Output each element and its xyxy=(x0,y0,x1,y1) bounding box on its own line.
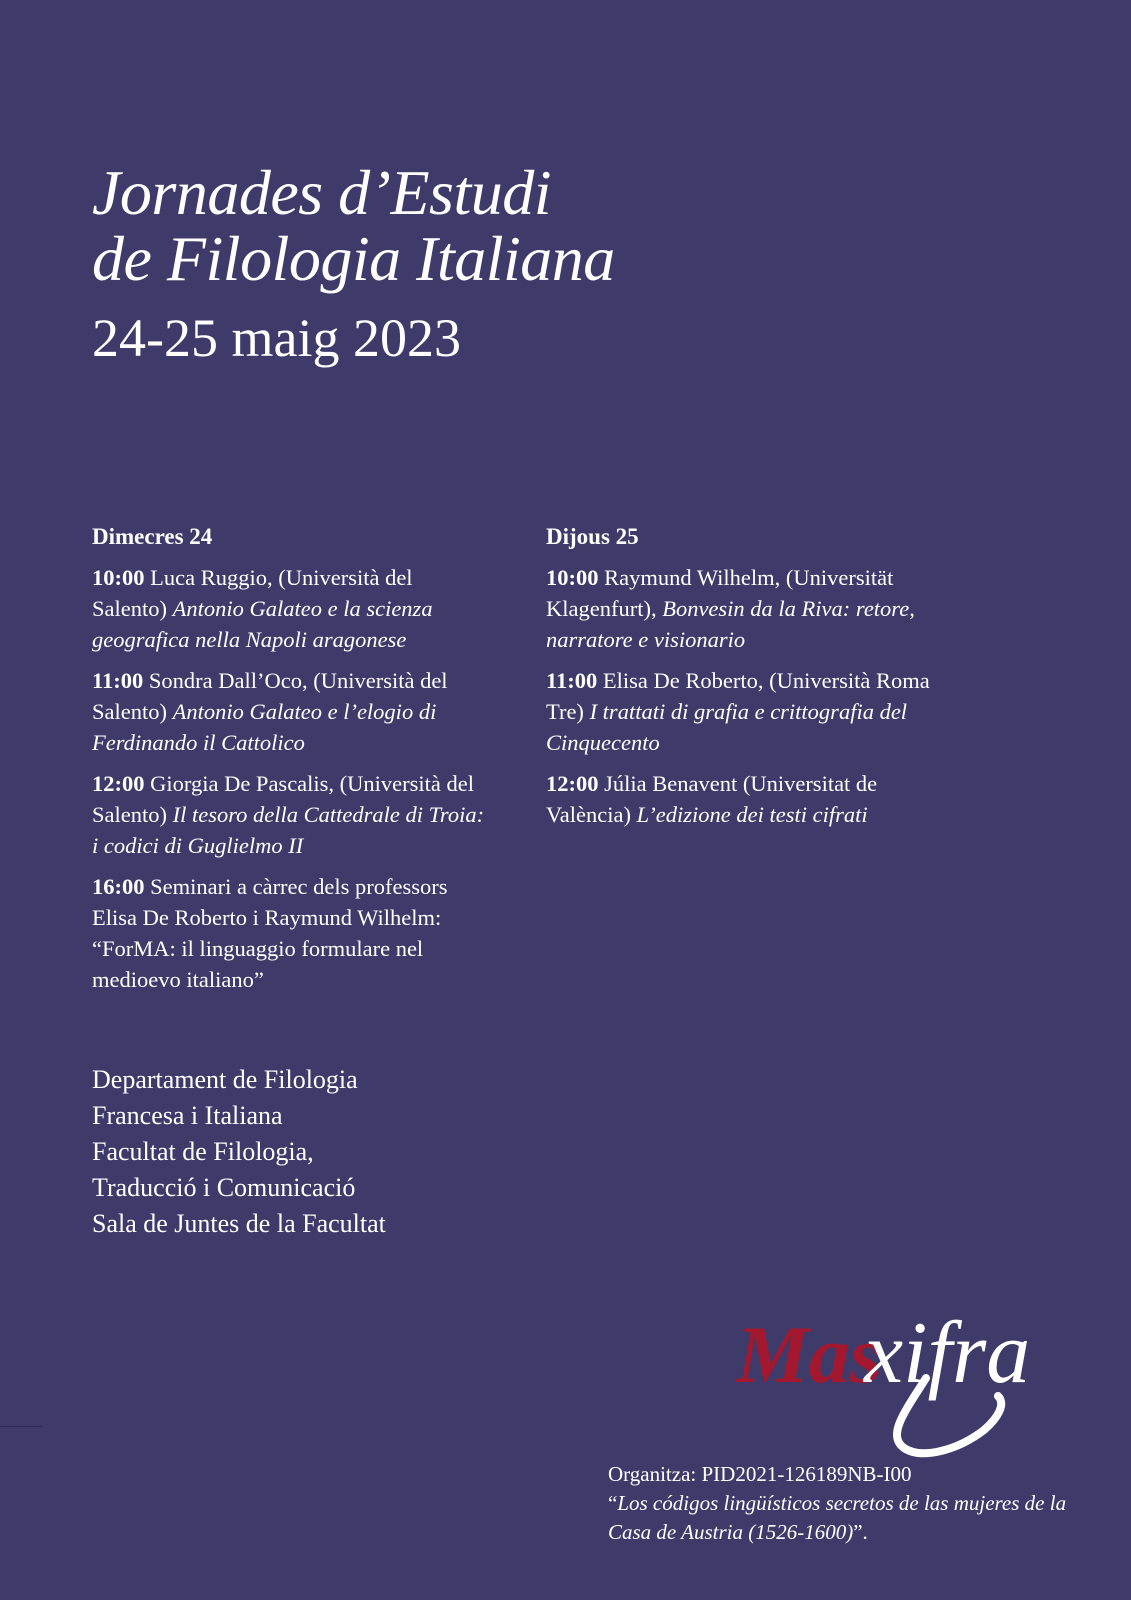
session-speaker: Raymund Wilhelm, (Universität Klagenfurt), xyxy=(546,565,894,621)
project-name: Los códigos lingüísticos secretos de las mujeres de la Casa de Austria (1526-1600) xyxy=(608,1491,1067,1544)
session-talk-title: I trattati di grafia e crittografia del Cinquecento xyxy=(546,699,908,755)
session-time: 10:00 xyxy=(546,565,599,590)
venue-line: Facultat de Filologia, xyxy=(92,1137,314,1166)
session-item xyxy=(546,768,946,830)
session-item xyxy=(92,665,492,758)
session-talk-title: Il tesoro della Cattedrale di Troia: i codici di Guglielmo II xyxy=(92,802,485,858)
session-item xyxy=(92,562,492,655)
venue-line: Francesa i Italiana xyxy=(92,1101,283,1130)
organizer-label: Organitza: PID2021-126189NB-I00 xyxy=(608,1462,912,1486)
event-date: 24-25 maig 2023 xyxy=(92,308,461,368)
session-time: 11:00 xyxy=(92,668,144,693)
quote-open: “ xyxy=(608,1491,618,1515)
title-line-2: de Filologia Italiana xyxy=(92,223,615,294)
logo-text-mas: Mas xyxy=(736,1309,882,1400)
session-item xyxy=(92,871,492,995)
day-column-thursday xyxy=(546,522,946,840)
venue-line: Departament de Filologia xyxy=(92,1065,358,1094)
session-time: 12:00 xyxy=(546,771,599,796)
session-time: 12:00 xyxy=(92,771,145,796)
session-talk-title: Bonvesin da la Riva: retore, narratore e visionario xyxy=(546,596,915,652)
title-line-1: Jornades d’Estudi xyxy=(92,157,551,228)
session-speaker: Luca Ruggio, (Università del Salento) xyxy=(92,565,413,621)
event-title xyxy=(92,157,615,294)
session-speaker: Seminari a càrrec dels professors Elisa De Roberto i Raymund Wilhelm: “ForMA: il linguaggio formulare nel medioevo italiano” xyxy=(92,874,448,992)
session-talk-title: Antonio Galateo e la scienza geografica nella Napoli aragonese xyxy=(92,596,433,652)
logo-text-xifra: xifra xyxy=(864,1305,1031,1402)
session-speaker: Giorgia De Pascalis, (Università del Salento) xyxy=(92,771,475,827)
day-heading: Dijous 25 xyxy=(546,524,639,549)
day-column-wednesday xyxy=(92,522,492,1005)
session-speaker: Sondra Dall’Oco, (Università del Salento) xyxy=(92,668,448,724)
session-item xyxy=(92,768,492,861)
venue-block xyxy=(92,1062,386,1242)
edge-divider xyxy=(0,1426,42,1427)
masxifra-logo xyxy=(736,1300,1096,1460)
venue-line: Traducció i Comunicació xyxy=(92,1173,356,1202)
session-time: 11:00 xyxy=(546,668,598,693)
session-time: 10:00 xyxy=(92,565,145,590)
session-item xyxy=(546,562,946,655)
session-speaker: Júlia Benavent (Universitat de València) xyxy=(546,771,878,827)
project-title xyxy=(608,1489,1088,1547)
day-heading: Dimecres 24 xyxy=(92,524,213,549)
quote-close: ”. xyxy=(853,1520,868,1544)
organizer-block xyxy=(608,1460,1088,1547)
session-talk-title: L’edizione dei testi cifrati xyxy=(636,802,868,827)
session-time: 16:00 xyxy=(92,874,145,899)
session-talk-title: Antonio Galateo e l’elogio di Ferdinando il Cattolico xyxy=(92,699,437,755)
session-speaker: Elisa De Roberto, (Università Roma Tre) xyxy=(546,668,930,724)
session-item xyxy=(546,665,946,758)
venue-line: Sala de Juntes de la Facultat xyxy=(92,1209,386,1238)
